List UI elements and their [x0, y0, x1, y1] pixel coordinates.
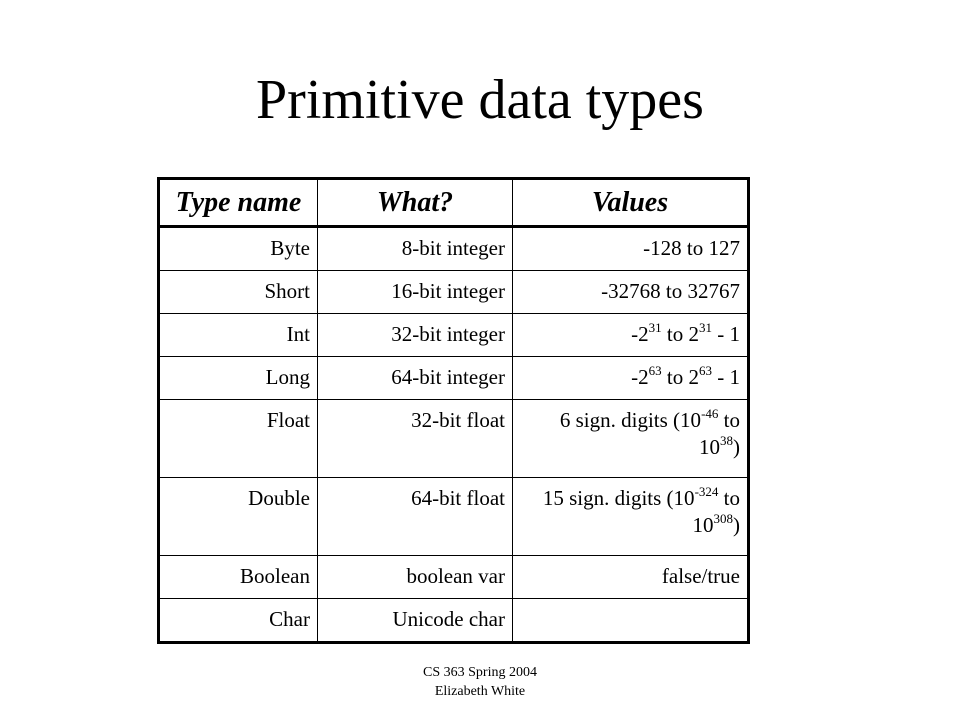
exponent: 63: [648, 363, 662, 378]
table-row-char: [159, 599, 749, 643]
slide-footer: [0, 663, 960, 701]
cell-values: $-2^{31}$ to $2^{31} - 1$: [513, 314, 749, 357]
exponent: 63: [699, 363, 712, 378]
table-row-long: [159, 357, 749, 400]
exponent: 31: [699, 320, 712, 335]
cell-values: [513, 599, 749, 643]
cell-values: -128 to 127: [513, 227, 749, 271]
header-type-name: Type name: [159, 179, 318, 227]
data-types-table: [157, 177, 750, 644]
cell-type: Byte: [159, 227, 318, 271]
table-header-row: [159, 179, 749, 227]
cell-values: $-2^{63}$ to $2^{63} - 1$: [513, 357, 749, 400]
cell-type: Short: [159, 271, 318, 314]
exponent: 308: [713, 511, 733, 526]
footer-author: Elizabeth White: [434, 684, 526, 699]
cell-type: Int: [159, 314, 318, 357]
table-row-float: [159, 400, 749, 478]
cell-what: 64-bit float: [318, 478, 513, 556]
footer-course: CS 363 Spring 2004: [423, 665, 537, 680]
cell-what: 8-bit integer: [318, 227, 513, 271]
cell-what: 32-bit integer: [318, 314, 513, 357]
header-values: Values: [513, 179, 749, 227]
cell-what: 32-bit float: [318, 400, 513, 478]
cell-what: 16-bit integer: [318, 271, 513, 314]
cell-what: 64-bit integer: [318, 357, 513, 400]
cell-type: Float: [159, 400, 318, 478]
cell-values: -32768 to 32767: [513, 271, 749, 314]
cell-type: Double: [159, 478, 318, 556]
cell-type: Long: [159, 357, 318, 400]
table-row-double: [159, 478, 749, 556]
table-row-boolean: [159, 556, 749, 599]
cell-values: 6 sign. digits ($10^{-46}$ to $10^{38}$): [513, 400, 749, 478]
header-what: What?: [318, 179, 513, 227]
cell-type: Char: [159, 599, 318, 643]
slide-title: Primitive data types: [256, 69, 704, 131]
table-row-int: [159, 314, 749, 357]
exponent: 38: [720, 433, 733, 448]
exponent: -324: [694, 484, 719, 499]
cell-what: Unicode char: [318, 599, 513, 643]
table-row-short: [159, 271, 749, 314]
cell-values: false/true: [513, 556, 749, 599]
cell-what: boolean var: [318, 556, 513, 599]
exponent: -46: [701, 406, 719, 421]
cell-type: Boolean: [159, 556, 318, 599]
cell-values: 15 sign. digits ($10^{-324}$ to $10^{308}$): [513, 478, 749, 556]
exponent: 31: [648, 320, 662, 335]
table-row-byte: [159, 227, 749, 271]
